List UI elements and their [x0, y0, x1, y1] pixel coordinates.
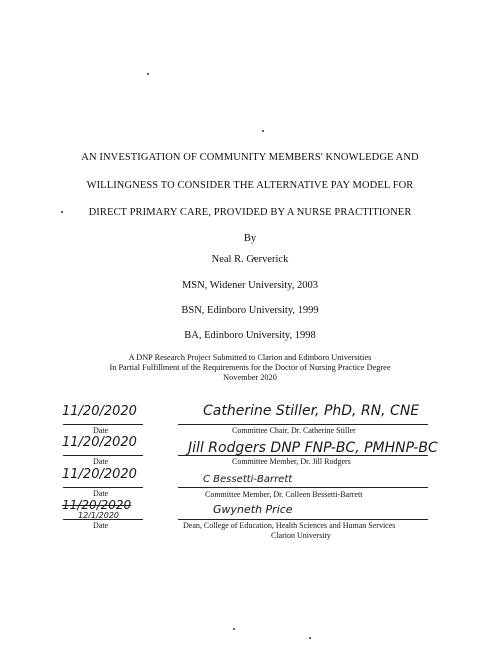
signature-rule — [178, 424, 428, 425]
signature-rule — [178, 455, 428, 456]
submission-line: In Partial Fulfillment of the Requirements for the Doctor of Nursing Practice Degree — [109, 363, 391, 372]
scan-speck — [309, 637, 311, 639]
date-rule — [63, 487, 143, 488]
signer-role: Committee Member, Dr. Colleen Bessetti-Barrett — [205, 490, 363, 499]
title-line: AN INVESTIGATION OF COMMUNITY MEMBERS' KNOWLEDGE AND — [81, 152, 419, 163]
scan-speck — [233, 628, 235, 630]
scan-speck — [147, 73, 149, 75]
handwritten-date-struck: 11/20/2020 — [62, 498, 132, 512]
handwritten-signature: C Bessetti-Barrett — [203, 474, 293, 485]
submission-line: A DNP Research Project Submitted to Clarion and Edinboro Universities — [128, 353, 372, 362]
submission-line: November 2020 — [223, 373, 277, 382]
scan-speck — [262, 130, 264, 132]
handwritten-date: 11/20/2020 — [62, 435, 137, 450]
author-name: Neal R. Gerverick — [211, 254, 289, 265]
by-label: By — [243, 233, 257, 244]
signer-role: Committee Chair, Dr. Catherine Stiller — [232, 426, 356, 435]
handwritten-date: 11/20/2020 — [62, 404, 137, 419]
handwritten-signature: Jill Rodgers DNP FNP-BC, PMHNP-BC — [188, 440, 438, 456]
signer-role: Dean, College of Education, Health Sciences and Human Services — [183, 521, 396, 530]
degree-item: BSN, Edinboro University, 1999 — [181, 305, 319, 316]
handwritten-signature: Gwyneth Price — [213, 503, 293, 516]
signature-rule — [178, 487, 428, 488]
signature-rule — [178, 519, 428, 520]
date-rule — [63, 424, 143, 425]
date-rule — [63, 519, 143, 520]
date-label: Date — [93, 521, 109, 530]
date-label: Date — [93, 426, 109, 435]
date-rule — [63, 455, 143, 456]
handwritten-date: 11/20/2020 — [62, 467, 137, 482]
handwritten-date-corrected: 12/1/2020 — [78, 511, 120, 520]
degree-item: BA, Edinboro University, 1998 — [184, 330, 316, 341]
title-line: DIRECT PRIMARY CARE, PROVIDED BY A NURSE PRACTITIONER — [88, 207, 412, 218]
signer-institution: Clarion University — [271, 531, 331, 540]
signer-role: Committee Member, Dr. Jill Rodgers — [232, 457, 351, 466]
title-line: WILLINGNESS TO CONSIDER THE ALTERNATIVE PAY MODEL FOR — [86, 180, 414, 191]
date-label: Date — [93, 457, 109, 466]
date-label: Date — [93, 489, 109, 498]
degree-item: MSN, Widener University, 2003 — [181, 280, 319, 291]
handwritten-signature: Catherine Stiller, PhD, RN, CNE — [203, 403, 420, 419]
